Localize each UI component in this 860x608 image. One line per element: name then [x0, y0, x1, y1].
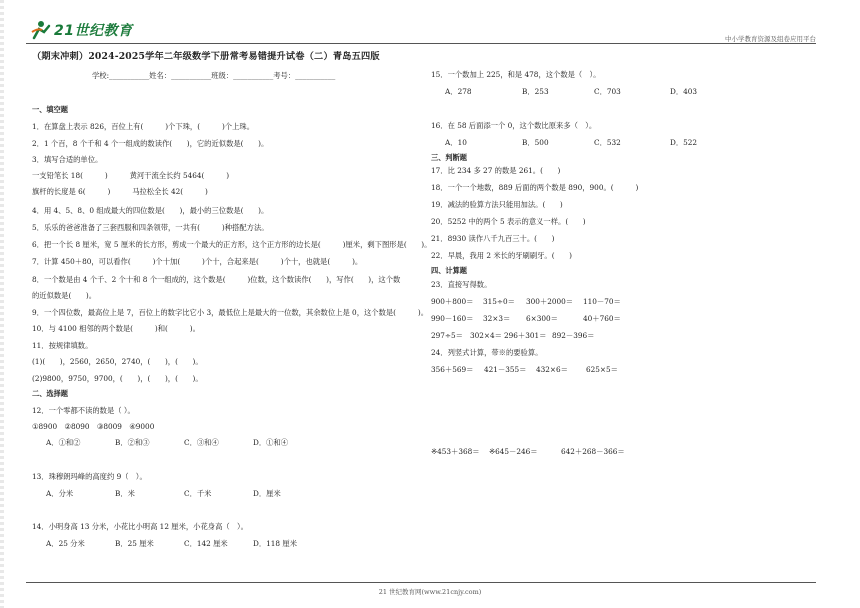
- question-6: 6．把一个长 8 厘米，宽 5 厘米的长方形，剪成一个最大的正方形，这个正方形的边长是( )厘米，剩下图形是( )。: [32, 240, 432, 249]
- question-23-row-1: [431, 297, 621, 307]
- question-15-options: [445, 87, 697, 97]
- calc-item: 642＋268－366＝: [561, 447, 625, 456]
- option-c: C．千米: [184, 489, 212, 498]
- calc-item: 356＋569＝: [431, 365, 474, 374]
- option-c: C．703: [594, 87, 621, 96]
- option-a: A．10: [445, 138, 467, 147]
- option-d: D．522: [670, 138, 698, 147]
- option-a: A．278: [445, 87, 472, 96]
- question-8: 8．一个数是由 4 个千、2 个十和 8 个一组成的，这个数是( )位数，这个数读作( )，写作( )，这个数: [32, 275, 401, 284]
- calc-item: 32×3＝: [483, 314, 511, 323]
- calc-item: 110－70＝: [583, 297, 621, 306]
- calc-item: 300＋2000＝: [526, 297, 574, 306]
- option-c: C．③和④: [184, 438, 219, 447]
- question-3-line-b: 旗杆的长度是 6( ) 马拉松全长 42( ): [32, 187, 208, 196]
- question-10: 10．与 4100 相邻的两个数是( )和( )。: [32, 324, 200, 333]
- question-12-numbers: ①8900 ②8090 ③8009 ④9000: [32, 422, 155, 431]
- calc-item: ※453＋368＝: [431, 447, 480, 456]
- option-d: D．118 厘米: [253, 539, 297, 548]
- option-c: C．142 厘米: [184, 539, 228, 548]
- calc-item: 892－396＝: [552, 331, 595, 340]
- question-20: 20．5252 中的两个 5 表示的意义一样。( ): [431, 217, 586, 226]
- question-24-row-2: [431, 447, 625, 457]
- calc-item: 302×4＝: [470, 331, 502, 340]
- logo-text: 21世纪教育: [54, 23, 133, 39]
- section-fill-in: 一、填空题: [32, 105, 68, 114]
- option-a: A．①和②: [46, 438, 81, 447]
- option-c: C．532: [594, 138, 621, 147]
- site-logo: [30, 19, 132, 41]
- question-3-line-a: 一支铅笔长 18( ) 黄河干流全长约 5464( ): [32, 171, 230, 180]
- calc-item: 315÷0＝: [483, 297, 515, 306]
- question-23: 23．直接写得数。: [431, 280, 492, 289]
- question-18: 18．一个一个地数，889 后面的两个数是 890，900。( ): [431, 183, 639, 192]
- calc-item: 40＋760＝: [583, 314, 621, 323]
- question-13-options: [46, 489, 281, 499]
- right-column: [431, 52, 821, 572]
- option-a: A．分米: [46, 489, 74, 498]
- question-23-row-2: [431, 314, 621, 324]
- question-7: 7．计算 450＋80，可以看作( )个十加( )个十，合起来是( )个十，也就是( )。: [32, 257, 363, 266]
- question-15: 15．一个数加上 225，和是 478，这个数是（ ）。: [431, 70, 601, 79]
- binding-margin: [0, 0, 4, 608]
- question-16: 16．在 58 后面添一个 0，这个数比原来多（ ）。: [431, 121, 597, 130]
- question-4: 4．用 4、5、8、0 组成最大的四位数是( )，最小的三位数是( )。: [32, 206, 269, 215]
- section-multiple-choice: 二、选择题: [32, 389, 68, 398]
- option-b: B．②和③: [115, 438, 150, 447]
- calc-item: 432×6＝: [536, 365, 568, 374]
- question-8-cont: 的近似数是( )。: [32, 291, 97, 300]
- section-calculation: 四、计算题: [431, 266, 467, 275]
- student-info-line: 学校:___________姓名：___________班级：___________考号：___________: [92, 71, 336, 80]
- option-b: B．500: [522, 138, 549, 147]
- question-23-row-3: [431, 331, 594, 341]
- question-11-part-1: (1)( )，2560，2650，2740，( )，( )。: [32, 357, 203, 366]
- logo-runner-icon: [30, 20, 52, 40]
- calc-item: 297÷5＝: [431, 331, 463, 340]
- question-5: 5．乐乐的爸爸准备了三套西服和四条领带，一共有( )种搭配方法。: [32, 223, 269, 232]
- question-13: 13．珠穆朗玛峰的高度约 9（ ）。: [32, 472, 147, 481]
- site-tagline: 中小学教育资源及组卷应用平台: [725, 35, 816, 43]
- question-3: 3．填写合适的单位。: [32, 155, 103, 164]
- calc-item: ※645－246＝: [489, 447, 538, 456]
- question-11-part-2: (2)9800，9750，9700，( )，( )，( )。: [32, 374, 203, 383]
- section-true-false: 三、判断题: [431, 153, 467, 162]
- question-1: 1．在算盘上表示 826，百位上有( )个下珠，( )个上珠。: [32, 122, 254, 131]
- option-b: B．25 厘米: [115, 539, 154, 548]
- question-24: 24．列竖式计算，带※的要验算。: [431, 348, 543, 357]
- option-a: A．25 分米: [46, 539, 85, 548]
- calc-item: 296＋301＝: [504, 331, 547, 340]
- question-12-options: [46, 438, 288, 448]
- footer-divider: [26, 582, 816, 583]
- question-9: 9．一个四位数，最高位上是 7，百位上的数字比它小 3，最低位上是最大的一位数，其余数位上是 0，这个数是( )。: [32, 308, 429, 317]
- calc-item: 990－160＝: [431, 314, 474, 323]
- question-14-options: [46, 539, 297, 549]
- option-d: D．①和④: [253, 438, 289, 447]
- footer-text: 21 世纪教育网(www.21cnjy.com): [378, 588, 482, 596]
- question-12: 12．一个零都不读的数是（ ）。: [32, 406, 135, 415]
- question-24-row-1: [431, 365, 618, 375]
- question-21: 21．8930 读作八千九百三十。( ): [431, 234, 555, 243]
- question-17: 17．比 234 多 27 的数是 261。( ): [431, 166, 561, 175]
- calc-item: 6×300＝: [526, 314, 558, 323]
- calc-item: 421－355＝: [484, 365, 527, 374]
- exam-title: （期末冲刺）2024-2025学年二年级数学下册常考易错提升试卷（二）青岛五四版: [32, 51, 380, 62]
- calc-item: 625×5＝: [586, 365, 618, 374]
- option-b: B．米: [115, 489, 135, 498]
- option-b: B．253: [522, 87, 549, 96]
- question-22: 22．早晨，我用 2 米长的牙刷刷牙。( ): [431, 251, 573, 260]
- option-d: D．厘米: [253, 489, 281, 498]
- question-14: 14．小明身高 13 分米，小花比小明高 12 厘米，小花身高（ ）。: [32, 522, 248, 531]
- header-divider: [26, 43, 816, 44]
- question-2: 2．1 个百，8 个千和 4 个一组成的数读作( )，它的近似数是( )。: [32, 139, 269, 148]
- calc-item: 900＋800＝: [431, 297, 474, 306]
- option-d: D．403: [670, 87, 698, 96]
- question-19: 19．减法的验算方法只能用加法。( ): [431, 200, 563, 209]
- left-column: [32, 51, 432, 572]
- question-16-options: [445, 138, 697, 148]
- question-11: 11．按规律填数。: [32, 341, 93, 350]
